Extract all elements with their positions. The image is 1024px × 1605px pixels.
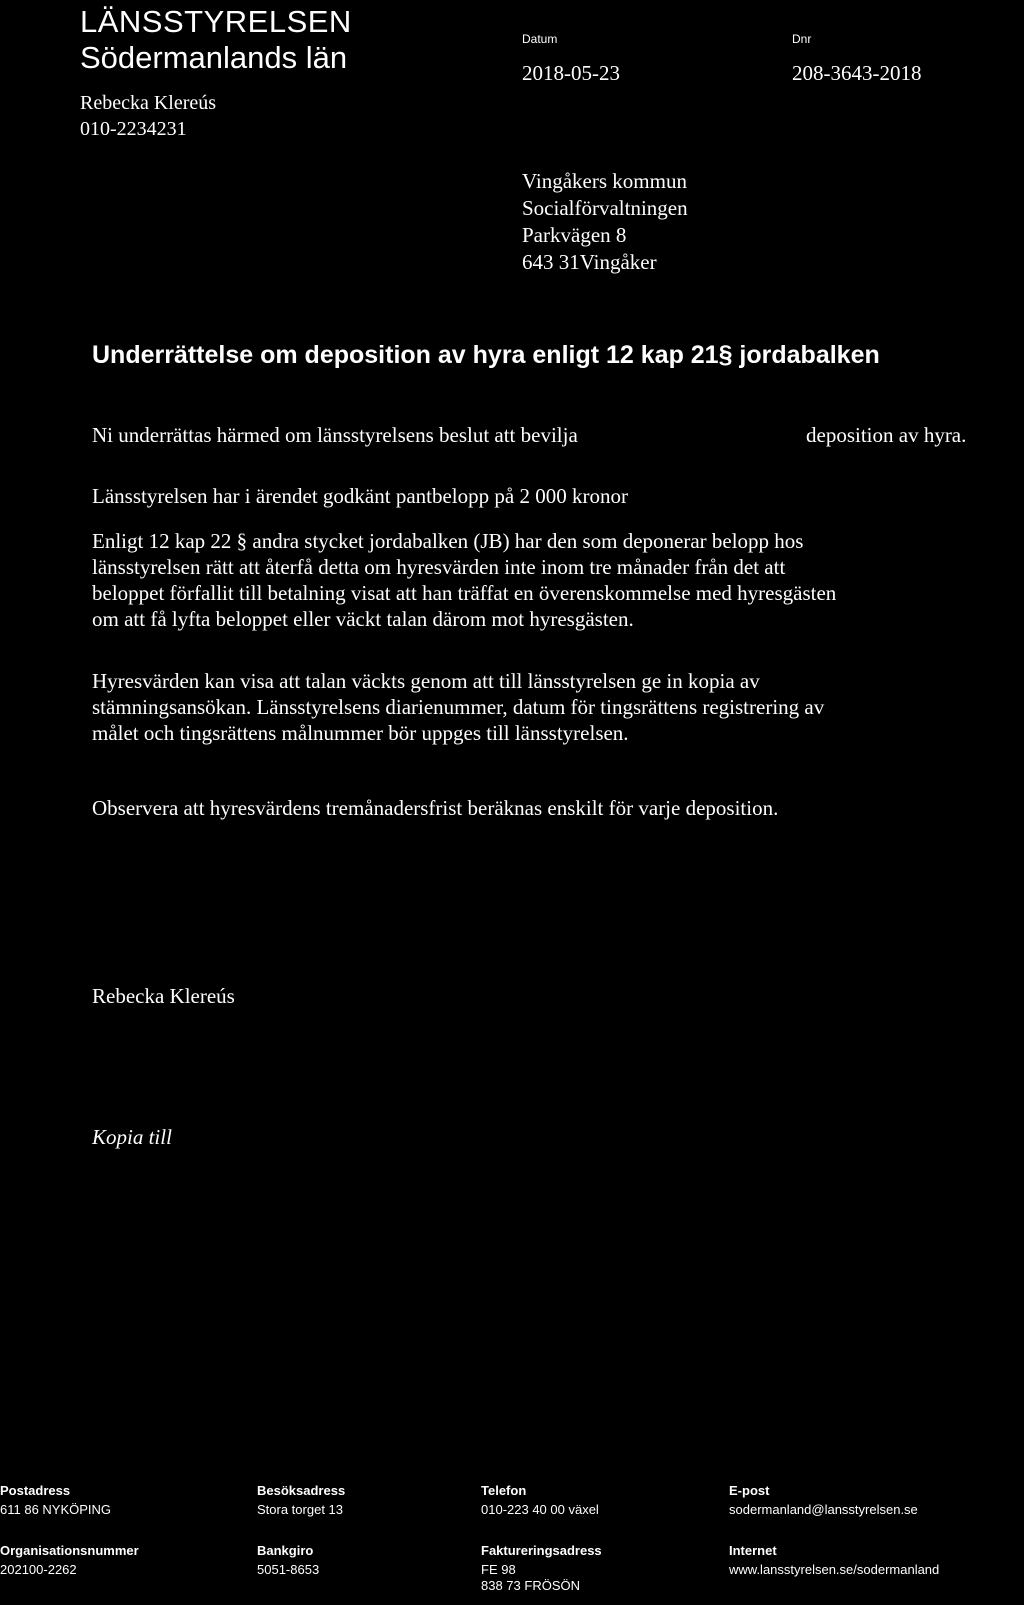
recipient-line: 643 31Vingåker [522, 250, 657, 274]
dnr-label: Dnr [792, 32, 812, 46]
paragraph-observe: Observera att hyresvärdens tremånadersfrist beräknas enskilt för varje deposition. [92, 796, 779, 820]
footer-visit [257, 1483, 345, 1518]
recipient-line: Socialförvaltningen [522, 196, 688, 220]
paragraph-line: målet och tingsrättens målnummer bör uppges till länsstyrelsen. [92, 721, 629, 745]
agency-name: LÄNSSTYRELSEN [80, 4, 352, 39]
footer-label: E-post [729, 1483, 770, 1498]
footer-label: Telefon [481, 1483, 527, 1498]
footer-value: 838 73 FRÖSÖN [481, 1578, 580, 1593]
footer-label: Bankgiro [257, 1543, 314, 1558]
county-name: Södermanlands län [80, 40, 348, 75]
copy-to: Kopia till [92, 1125, 172, 1149]
footer-postal [0, 1483, 111, 1518]
footer-email [729, 1483, 918, 1518]
dnr-value: 208-3643-2018 [792, 61, 922, 85]
paragraph-line: Hyresvärden kan visa att talan väckts genom att till länsstyrelsen ge in kopia av [92, 669, 760, 693]
footer-label: Postadress [0, 1483, 71, 1498]
footer-bank [257, 1543, 319, 1578]
footer-email-link[interactable]: sodermanland@lansstyrelsen.se [729, 1502, 918, 1517]
signature: Rebecka Klereús [92, 984, 235, 1008]
paragraph-line: om att få lyfta beloppet eller väckt talan därom mot hyresgästen. [92, 607, 634, 631]
date-value: 2018-05-23 [522, 61, 620, 85]
footer-label: Faktureringsadress [481, 1543, 602, 1558]
pledge-amount-text: Länsstyrelsen har i ärendet godkänt pantbelopp på 2 000 kronor [92, 484, 628, 508]
recipient-line: Vingåkers kommun [522, 169, 687, 193]
paragraph-line: beloppet förfallit till betalning visat att han träffat en överenskommelse med hyresgästen [92, 581, 837, 605]
recipient-line: Parkvägen 8 [522, 223, 627, 247]
footer-value: 5051-8653 [257, 1562, 320, 1577]
paragraph-line: stämningsansökan. Länsstyrelsens diarienummer, datum för tingsrättens registrering av [92, 695, 825, 719]
footer-invoice [481, 1543, 602, 1594]
footer-phone [481, 1483, 599, 1518]
footer-org [0, 1543, 139, 1578]
decision-text: Ni underrättas härmed om länsstyrelsens beslut att bevilja [92, 423, 578, 447]
footer-web [729, 1543, 939, 1578]
sender-block [80, 90, 216, 142]
paragraph-line: Enligt 12 kap 22 § andra stycket jordabalken (JB) har den som deponerar belopp hos [92, 529, 804, 553]
footer-web-link[interactable]: www.lansstyrelsen.se/sodermanland [729, 1562, 940, 1577]
footer-label: Internet [729, 1543, 777, 1558]
footer-value: 611 86 NYKÖPING [0, 1502, 112, 1517]
footer-value: 202100-2262 [0, 1562, 77, 1577]
footer-value: Stora torget 13 [257, 1502, 343, 1517]
document-title: Underrättelse om deposition av hyra enligt 12 kap 21§ jordabalken [92, 341, 880, 369]
decision-text-end: deposition av hyra. [806, 423, 967, 447]
sender-name: Rebecka Klereús [80, 92, 217, 114]
footer-label: Besöksadress [257, 1483, 346, 1498]
footer-value: FE 98 [481, 1562, 516, 1577]
recipient-address [522, 168, 688, 276]
paragraph-jb [92, 528, 836, 632]
date-label: Datum [522, 32, 558, 46]
footer-label: Organisationsnummer [0, 1543, 139, 1558]
paragraph-line: länsstyrelsen rätt att återfå detta om hyresvärden inte inom tre månader från det att [92, 555, 786, 579]
sender-phone: 010-2234231 [80, 118, 187, 140]
footer-value: 010-223 40 00 växel [481, 1502, 599, 1517]
paragraph-lawsuit [92, 668, 824, 746]
